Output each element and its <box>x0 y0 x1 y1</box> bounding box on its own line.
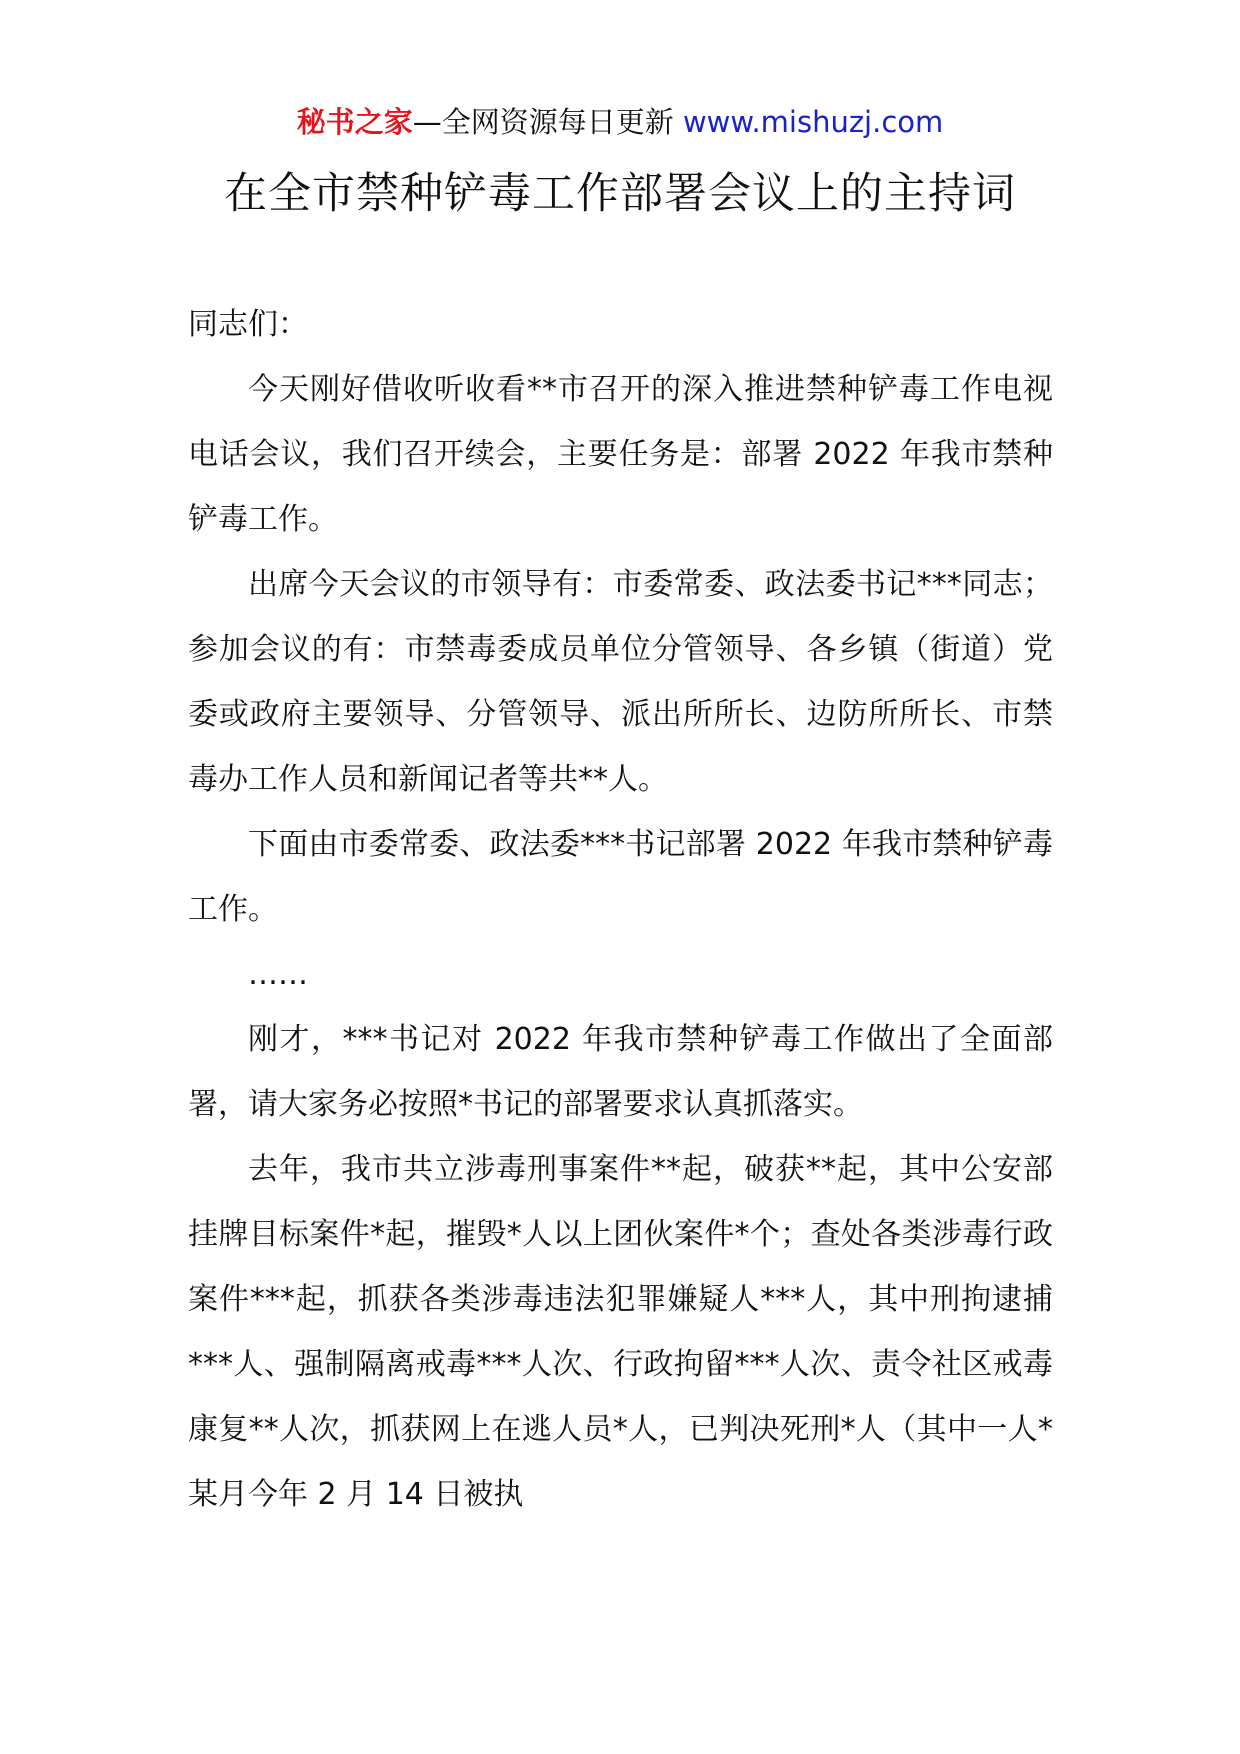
site-brand: 秘书之家 <box>296 105 413 139</box>
document-body <box>188 292 1053 1527</box>
paragraph-last-year-results: 去年，我市共立涉毒刑事案件**起，破获**起，其中公安部挂牌目标案件*起，摧毁*人以上团伙案件*个；查处各类涉毒行政案件***起，抓获各类涉毒违法犯罪嫌疑人***人，其中刑拘逮捕***人、强制隔离戒毒***人次、行政拘留***人次、责令社区戒毒康复**人次，抓获网上在逃人员*人，已判决死刑*人（其中一人*某月今年 2 月 14 日被执 <box>188 1152 1053 1512</box>
paragraph-next-speaker: 下面由市委常委、政法委***书记部署 2022 年我市禁种铲毒工作。 <box>188 827 1053 927</box>
site-header <box>0 100 1240 144</box>
paragraph-attendees: 出席今天会议的市领导有：市委常委、政法委书记***同志；参加会议的有：市禁毒委成员单位分管领导、各乡镇（街道）党委或政府主要领导、分管领导、派出所所长、边防所所长、市禁毒办工作人员和新闻记者等共**人。 <box>188 567 1053 797</box>
paragraph-meeting-purpose: 今天刚好借收听收看**市召开的深入推进禁种铲毒工作电视电话会议，我们召开续会，主要任务是：部署 2022 年我市禁种铲毒工作。 <box>188 372 1053 537</box>
document-title: 在全市禁种铲毒工作部署会议上的主持词 <box>224 169 1016 219</box>
site-tagline: —全网资源每日更新 <box>412 105 683 139</box>
salutation: 同志们： <box>188 307 308 342</box>
paragraph-summary: 刚才，***书记对 2022 年我市禁种铲毒工作做出了全面部署，请大家务必按照*书记的部署要求认真抓落实。 <box>188 1022 1053 1122</box>
paragraph-ellipsis: …… <box>248 957 308 992</box>
site-url-link[interactable]: www.mishuzj.com <box>682 105 944 139</box>
